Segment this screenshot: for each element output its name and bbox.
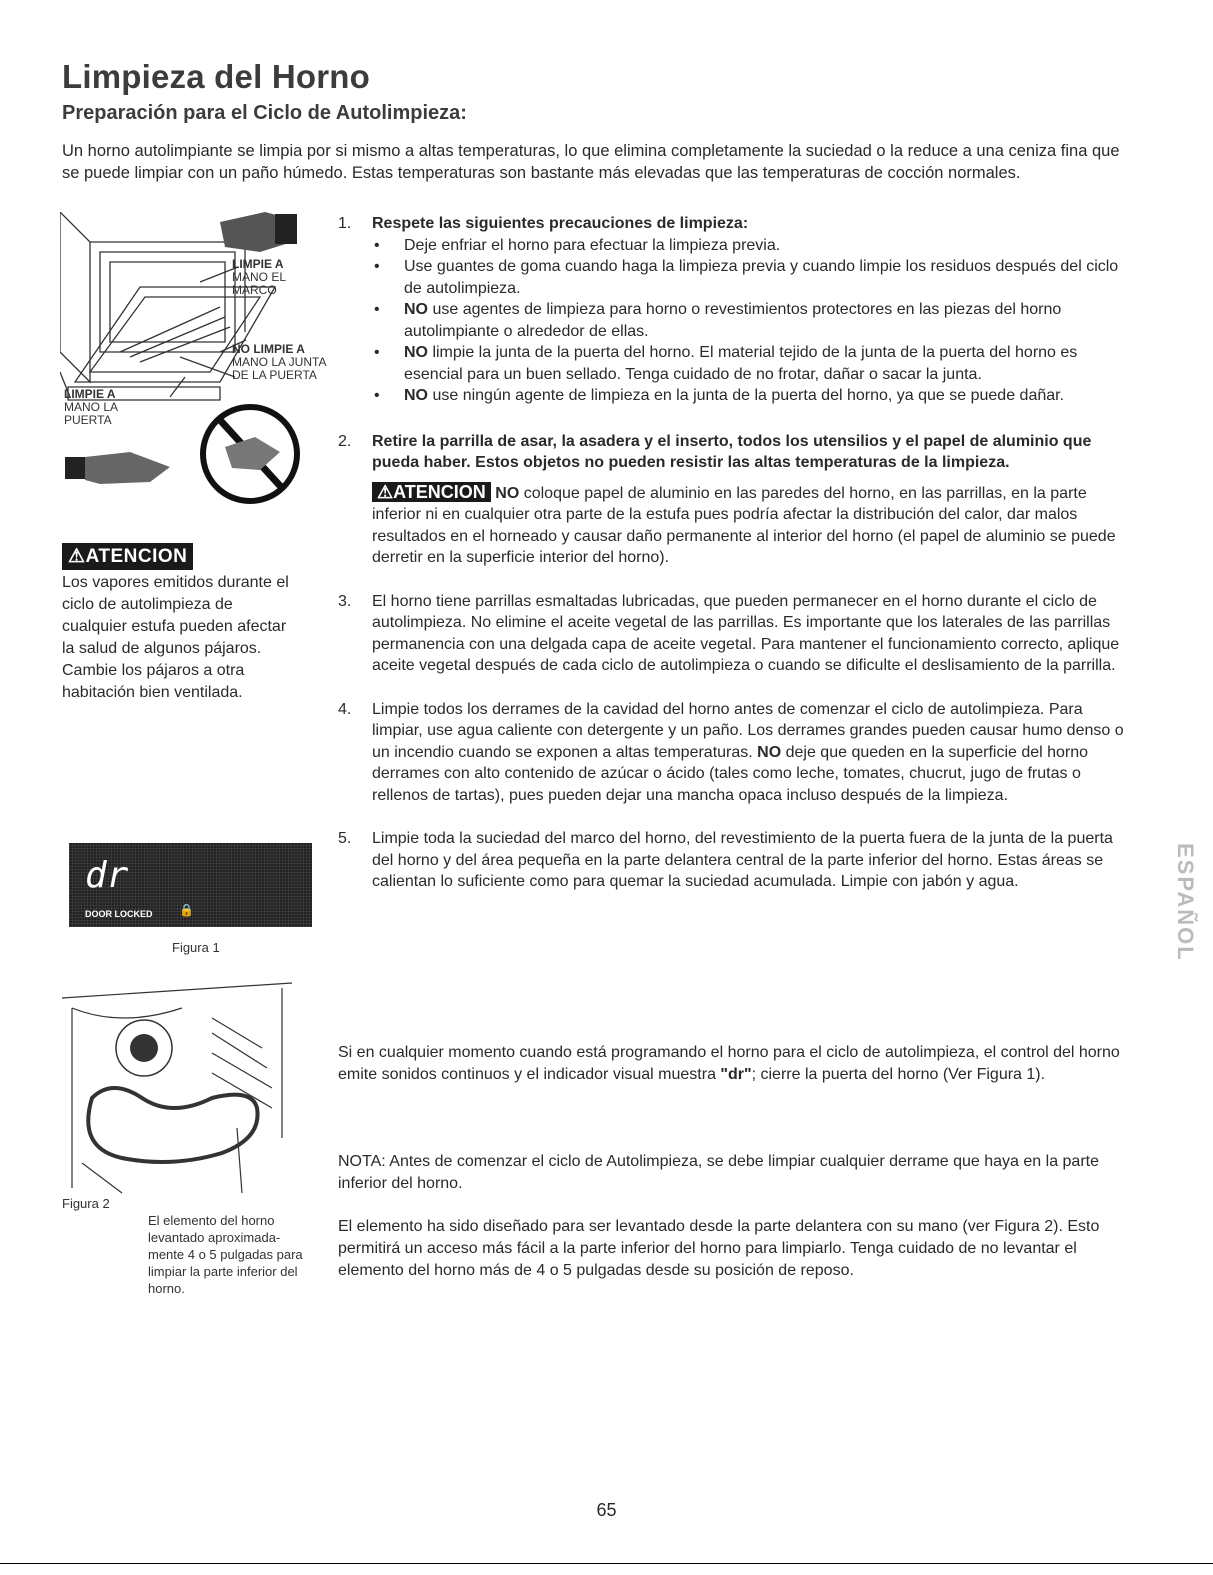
fan-icon	[116, 1020, 172, 1076]
page-title: Limpieza del Horno	[62, 58, 370, 95]
figure-2-caption: El elemento del horno levantado aproximada-mente 4 o 5 pulgadas para limpiar la parte inferior del horno.	[148, 1213, 303, 1296]
warning-badge-side: ⚠ATENCION	[62, 543, 193, 570]
hand-sponge-icon	[65, 452, 170, 484]
warning-badge-step2: ⚠ATENCION	[372, 482, 491, 502]
bottom-rule	[0, 1563, 1213, 1564]
list-item: • NO use agentes de limpieza para horno o revestimientos protectores en las piezas del horno autolimpiante o alrededor de ellas.	[372, 299, 1128, 342]
lock-icon: 🔒	[179, 903, 194, 917]
oven-display-panel	[69, 843, 312, 927]
figure-2-label: Figura 2	[62, 1196, 110, 1211]
label-clean-frame: LIMPIE A MANO EL MARCO	[232, 257, 287, 297]
list-item: • NO use ningún agente de limpieza en la junta de la puerta del horno, ya que se puede dañar.	[372, 385, 1128, 407]
warning-triangle-icon: ⚠	[377, 481, 394, 502]
language-side-tab: ESPAÑOL	[1173, 843, 1198, 962]
precautions-list	[372, 235, 1128, 407]
section-subtitle: Preparación para el Ciclo de Autolimpieza:	[62, 102, 467, 124]
door-locked-indicator: DOOR LOCKED	[85, 909, 153, 919]
oven-element-illustration	[62, 978, 302, 1198]
display-code: dr	[85, 855, 129, 896]
steps-list	[338, 213, 1128, 893]
step-4: 4. Limpie todos los derrames de la cavidad del horno antes de comenzar el ciclo de autolimpieza. Para limpiar, use agua caliente con detergente y un paño. Los derrames grandes pueden causar humo denso o un incendio cuando se exponen a altas temperaturas. NO deje que queden en la superficie del horno derrames con alto contenido de azúcar o ácido (tales como leche, tomates, chucrut, jugo de frutas o rellenos de tartas), pues pueden dejar una mancha opaca incluso después de la limpieza.	[338, 700, 1124, 804]
list-item: • NO limpie la junta de la puerta del horno. El material tejido de la junta de la puerta del horno es esencial para un buen sellado. Tenga cuidado de no frotar, dañar o sacar la junta.	[372, 342, 1128, 385]
no-cleaning-prohibition-icon	[203, 407, 297, 501]
step-5: 5. Limpie toda la suciedad del marco del horno, del revestimiento de la puerta fuera de la junta de la puerta del horno y del área pequeña en la parte delantera central de la parte inferior del horno. Estas áreas se calientan lo suficiente como para quemar la suciedad acumulada. Limpie con jabón y agua.	[338, 830, 1113, 890]
step-1: 1. Respete las siguientes precauciones de limpieza: • Deje enfriar el horno para efectuar la limpieza previa. • Use guantes de goma cuando haga la limpieza previa y cuando limpie los residuos después del ciclo de autolimpieza. • NO use agentes de limpieza para horno o revestimientos protectores en las piezas del horno autolimpiante o alrededor de ellas. • NO limpie la junta de la puerta del horno. El material tejido de la junta de la puerta del horno es esencial para un buen sellado. Tenga cuidado de no frotar, dañar o sacar la junta. • NO use ningún agente de limpieza en la junta de la puerta del horno, ya que se puede dañar.	[338, 213, 1128, 407]
hand-cleaning-icon	[220, 212, 297, 252]
intro-paragraph: Un horno autolimpiante se limpia por si mismo a altas temperaturas, lo que elimina completamente la suciedad o la reduce a una ceniza fina que se puede limpiar con un paño húmedo. Estas temperaturas son bastante más elevadas que las temperaturas de cocción normales.	[62, 142, 1120, 182]
dr-indicator-paragraph: Si en cualquier momento cuando está programando el horno para el ciclo de autolimpieza, el control del horno emite sonidos continuos y el indicador visual muestra "dr"; cierre la puerta del horno (Ver Figura 1).	[338, 1044, 1120, 1083]
figure-1-caption: Figura 1	[172, 940, 220, 955]
step-2-warning: ⚠ATENCION NO coloque papel de aluminio en las paredes del horno, en las parrillas, en la parte inferior ni en cualquier otra parte de la estufa pues podría afectar la distribución del calor, dar malos resultados en el horneado y causar daño permanente al interior del horno (el papel de aluminio se puede derretir en la superficie interior del horno).	[372, 481, 1116, 566]
note-paragraph: NOTA: Antes de comenzar el ciclo de Autolimpieza, se debe limpiar cualquier derrame que haya en la parte inferior del horno.	[338, 1153, 1099, 1192]
warning-triangle-icon: ⚠	[68, 546, 86, 567]
step-2: 2. Retire la parrilla de asar, la asadera y el inserto, todos los utensilios y el papel de aluminio que pueda haber. Estos objetos no pueden resistir las altas temperaturas de la limpieza. ⚠ATENCION NO coloque papel de aluminio en las paredes del horno, en las parrillas, en la parte inferior ni en cualquier otra parte de la estufa pues podría afectar la distribución del calor, dar malos resultados en el horneado y causar daño permanente al interior del horno (el papel de aluminio se puede derretir en la superficie interior del horno).	[338, 431, 1128, 569]
oven-cleaning-illustration	[60, 212, 340, 512]
list-item: • Deje enfriar el horno para efectuar la limpieza previa.	[372, 235, 1128, 257]
page-number: 65	[596, 1500, 617, 1520]
step-2-heading: Retire la parrilla de asar, la asadera y el inserto, todos los utensilios y el papel de aluminio que pueda haber. Estos objetos no pueden resistir las altas temperaturas de la limpieza.	[372, 432, 1092, 471]
list-item: • Use guantes de goma cuando haga la limpieza previa y cuando limpie los residuos después del ciclo de autolimpieza.	[372, 256, 1128, 299]
bird-warning-text: Los vapores emitidos durante el ciclo de autolimpieza de cualquier estufa pueden afectar la salud de algunos pájaros. Cambie los pájaros a otra habitación bien ventilada.	[62, 574, 289, 701]
label-clean-door: LIMPIE A MANO LA PUERTA	[64, 387, 119, 427]
element-paragraph: El elemento ha sido diseñado para ser levantado desde la parte delantera con su mano (ver Figura 2). Esto permitirá un acceso más fácil a la parte inferior del horno para limpiarlo. Tenga cuidado de no levantar el elemento del horno más de 4 o 5 pulgadas desde su posición de reposo.	[338, 1218, 1100, 1279]
step-1-heading: Respete las siguientes precauciones de limpieza:	[372, 215, 749, 232]
label-dont-clean-gasket: NO LIMPIE A MANO LA JUNTA DE LA PUERTA	[232, 342, 327, 382]
step-3: 3. El horno tiene parrillas esmaltadas lubricadas, que pueden permanecer en el horno durante el ciclo de autolimpieza. No elimine el aceite vegetal de las parrillas. Es importante que los laterales de las parrillas permanencia con una delgada capa de aceite vegetal. Para mantener el funcionamiento correcto, aplique aceite vegetal después de cada ciclo de autolimpieza o cuando se dificulte el deslisamiento de la parrilla.	[338, 592, 1120, 674]
